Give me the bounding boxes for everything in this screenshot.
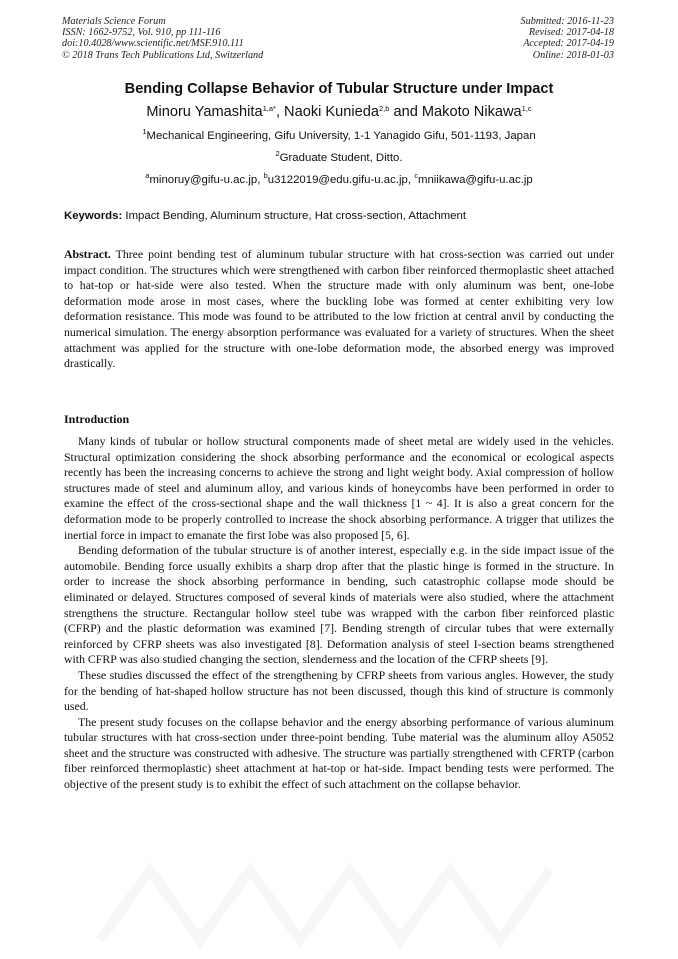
email-link[interactable]: mniikawa@gifu-u.ac.jp (417, 174, 533, 186)
abstract-label: Abstract. (64, 247, 111, 261)
email-mark: c (414, 171, 418, 180)
author-name: Naoki Kunieda (284, 104, 379, 120)
author-separator: and (389, 104, 422, 120)
author-affiliation-mark: 2,b (378, 104, 390, 113)
background-watermark (90, 860, 590, 950)
paragraph: Bending deformation of the tubular structure is of another interest, especially e.g. in the side impact issue of the automobile. Bending force usually exhibits a sharp drop after that the plastic hinge is formed in the structure. In order to increase the shock absorbing performance in bending, such catastrophic collapse mode should be eliminated or delayed. Structures composed of several kinds of materials were also studied, where the attachment strengthens the structure. Rectangular hollow steel tube was wrapped with the carbon fiber reinforced plastic (CFRP) and the plastic deformation was examined [7]. Bending strength of circular tubes that were externally reinforced by CFRP sheets was also investigated [8]. Deformation analysis of steel I-section beams strengthened with CFRP was also studied changing the section, slenderness and the location of the CFRP sheets [9]. (64, 543, 614, 667)
email-mark: a (145, 171, 150, 180)
author-affiliation-mark: 1,a* (262, 104, 276, 113)
journal-info (62, 16, 263, 61)
affiliation-1 (0, 127, 678, 142)
journal-doi: doi:10.4028/www.scientific.net/MSF.910.111 (62, 38, 244, 50)
author-emails (0, 171, 678, 186)
paragraph: The present study focuses on the collapse behavior and the energy absorbing performance of various aluminum tubular structures with hat cross-section under three-point bending. Tube material was the aluminum alloy A5052 sheet and the structure was constructed with adhesive. The structure was partially strengthened with CFRTP (carbon fiber reinforced thermoplastic) sheet attachment at hat-top or hat-side. Impact bending tests were performed. The objective of the present study is to exhibit the effect of such attachment on the collapse behavior. (64, 714, 614, 792)
email-link[interactable]: u3122019@edu.gifu-u.ac.jp, (267, 174, 415, 186)
date-revised: Revised: 2017-04-18 (528, 27, 614, 39)
affiliation-mark: 1 (142, 127, 147, 136)
paper-title: Bending Collapse Behavior of Tubular Structure under Impact (124, 81, 554, 97)
affiliation-2 (0, 149, 678, 164)
affiliation-mark: 2 (275, 149, 280, 158)
author-separator: , (275, 104, 285, 120)
author-affiliation-mark: 1,c (521, 104, 532, 113)
keywords-label: Keywords: (64, 210, 123, 222)
date-accepted: Accepted: 2017-04-19 (523, 38, 614, 50)
email-link[interactable]: minoruy@gifu-u.ac.jp, (149, 174, 264, 186)
keywords-text: Impact Bending, Aluminum structure, Hat cross-section, Attachment (122, 210, 466, 222)
date-submitted: Submitted: 2016-11-23 (520, 16, 614, 27)
submission-dates (521, 16, 614, 61)
author-name: Minoru Yamashita (146, 104, 263, 120)
author-name: Makoto Nikawa (421, 104, 522, 120)
abstract (64, 247, 614, 372)
journal-issn: ISSN: 1662-9752, Vol. 910, pp 111-116 (62, 27, 221, 39)
date-online: Online: 2018-01-03 (532, 49, 614, 61)
introduction-body (64, 434, 614, 793)
journal-name: Materials Science Forum (62, 16, 166, 27)
journal-copyright: © 2018 Trans Tech Publications Ltd, Switzerland (62, 49, 264, 61)
paragraph: These studies discussed the effect of the strengthening by CFRP sheets from various angles. However, the study for the bending of hat-shaped hollow structure has not been discussed, though this kind of structure is commonly used. (64, 667, 614, 714)
paragraph: Many kinds of tubular or hollow structural components made of sheet metal are widely used in the vehicles. Structural optimization considering the shock absorbing performance and the economical or ecological aspects recently has been the increasing concerns to achieve the strong and light weight body. Axial compression of hollow structures made of steel and aluminum alloy, and various kinds of honeycombs have been performed in order to examine the effect of the cross-sectional shape and the wall thickness [1 ~ 4]. It is also a great concern for the deformation mode to be properly controlled to increase the shock absorbing performance. A trigger that utilizes the inertial force in impact to emanate the first lobe was also proposed [5, 6]. (64, 434, 614, 542)
affiliation-text: Graduate Student, Ditto. (279, 152, 403, 164)
email-mark: b (263, 171, 268, 180)
keywords (64, 210, 616, 222)
abstract-text: Three point bending test of aluminum tubular structure with hat cross-section was carried out under impact condition. The structures which were strengthened with carbon fiber reinforced thermoplastic sheet attached to hat-top or hat-side were also tested. When the structure made with only aluminum was bent, one-lobe deformation mode arose in most cases, where the buckling lobe was formed at center exhibiting very low deformation resistance. This mode was found to be attributed to the low friction at central anvil by conducting the numerical simulation. The energy absorption performance was evaluated for a variety of structures. When the sheet attachment was applied for the structure with one-lobe deformation mode, the absorbed energy was improved drastically. (64, 247, 614, 371)
affiliation-text: Mechanical Engineering, Gifu University, 1-1 Yanagido Gifu, 501-1193, Japan (146, 130, 536, 142)
section-heading-introduction: Introduction (64, 412, 130, 426)
author-list (0, 104, 678, 120)
